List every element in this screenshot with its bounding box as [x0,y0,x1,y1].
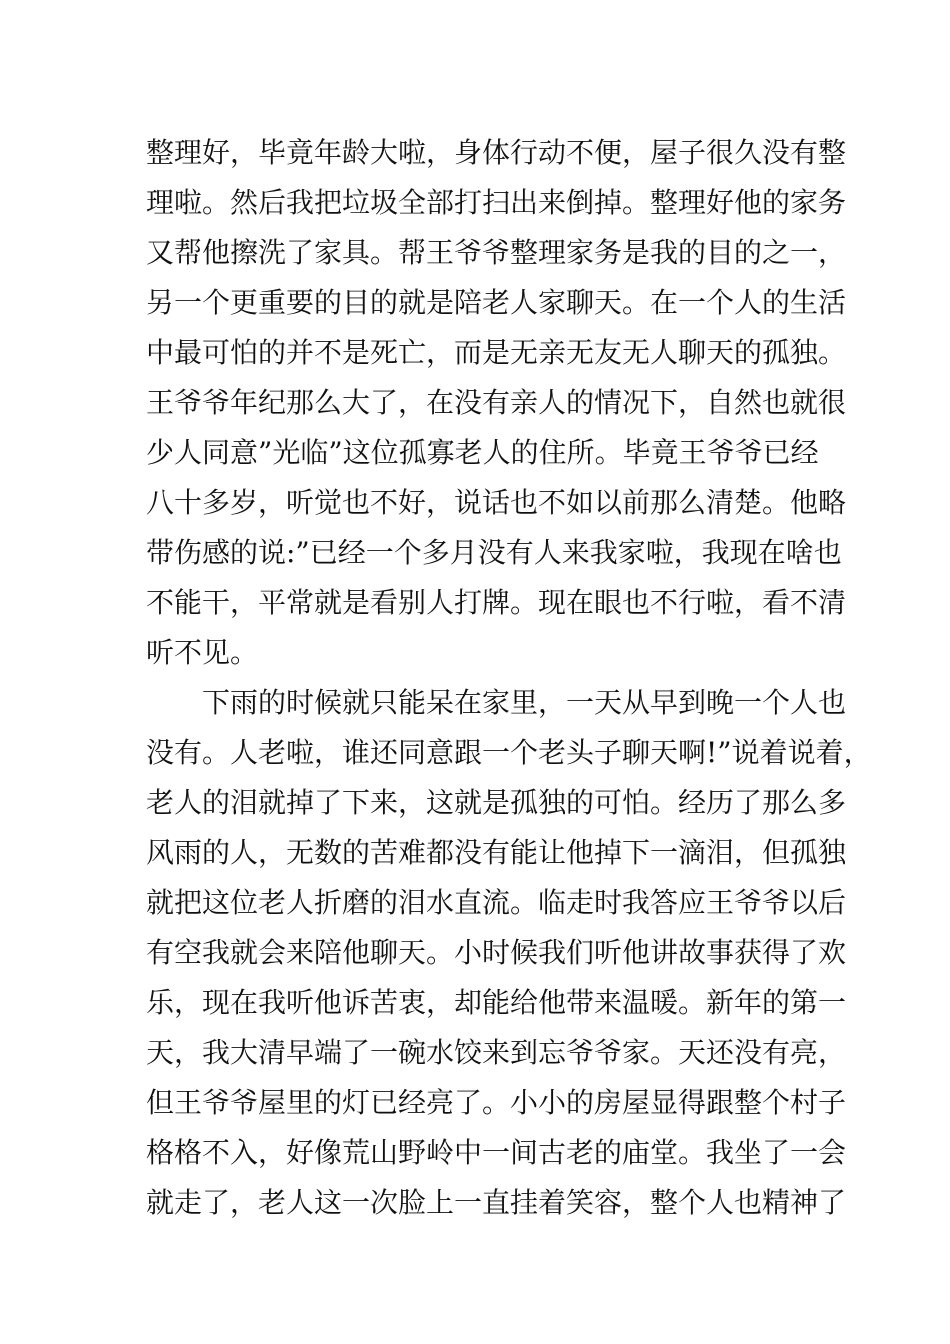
paragraph-line: 整理好，毕竟年龄大啦，身体行动不便，屋子很久没有整 [146,136,847,169]
paragraph-line: 没有。人老啦，谁还同意跟一个老头子聊天啊!”说着说着， [146,736,872,769]
paragraph-line: 八十多岁，听觉也不好，说话也不如以前那么清楚。他略 [146,486,847,519]
paragraph-line: 老人的泪就掉了下来，这就是孤独的可怕。经历了那么多 [146,786,847,819]
paragraph-1 [146,128,847,678]
paragraph-line: 理啦。然后我把垃圾全部打扫出来倒掉。整理好他的家务 [146,186,847,219]
paragraph-line: 不能干，平常就是看别人打牌。现在眼也不行啦，看不清 [146,586,847,619]
paragraph-line: 就把这位老人折磨的泪水直流。临走时我答应王爷爷以后 [146,886,847,919]
paragraph-line: 格格不入，好像荒山野岭中一间古老的庙堂。我坐了一会 [146,1136,847,1169]
paragraph-line: 听不见。 [146,636,259,669]
paragraph-line: 又帮他擦洗了家具。帮王爷爷整理家务是我的目的之一， [146,236,847,269]
paragraph-line: 王爷爷年纪那么大了，在没有亲人的情况下，自然也就很 [146,386,847,419]
paragraph-line: 另一个更重要的目的就是陪老人家聊天。在一个人的生活 [146,286,847,319]
paragraph-line: 但王爷爷屋里的灯已经亮了。小小的房屋显得跟整个村子 [146,1086,847,1119]
paragraph-line: 乐，现在我听他诉苦衷，却能给他带来温暖。新年的第一 [146,986,847,1019]
paragraph-line: 中最可怕的并不是死亡，而是无亲无友无人聊天的孤独。 [146,336,847,369]
paragraph-2 [146,678,872,1228]
paragraph-line: 少人同意”光临”这位孤寡老人的住所。毕竟王爷爷已经 [146,436,819,469]
paragraph-first-line: 下雨的时候就只能呆在家里，一天从早到晚一个人也 [202,686,847,719]
paragraph-line: 就走了，老人这一次脸上一直挂着笑容，整个人也精神了 [146,1186,847,1219]
paragraph-line: 天，我大清早端了一碗水饺来到忘爷爷家。天还没有亮， [146,1036,847,1069]
paragraph-line: 风雨的人，无数的苦难都没有能让他掉下一滴泪，但孤独 [146,836,847,869]
paragraph-line: 有空我就会来陪他聊天。小时候我们听他讲故事获得了欢 [146,936,847,969]
paragraph-line: 带伤感的说:”已经一个多月没有人来我家啦，我现在啥也 [146,536,842,569]
